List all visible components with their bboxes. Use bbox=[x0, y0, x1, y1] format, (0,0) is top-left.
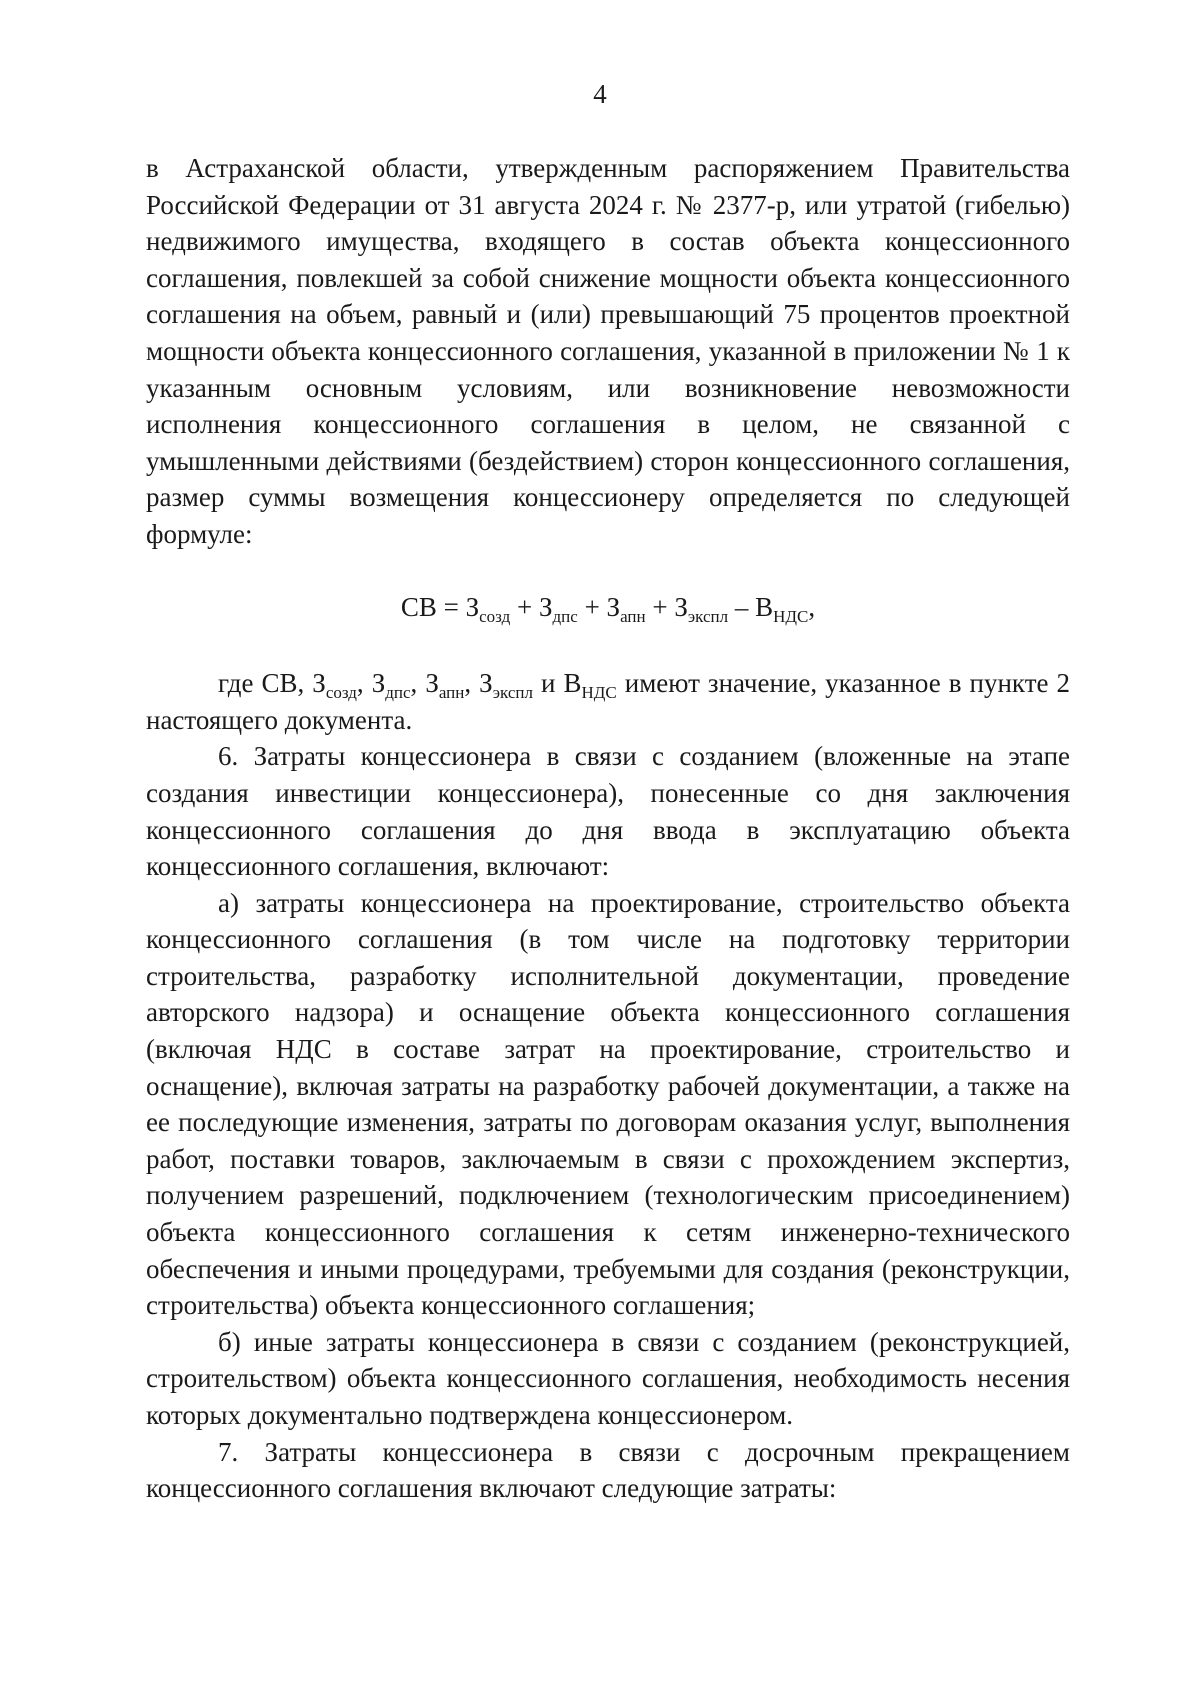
formula-subscript: экспл bbox=[687, 606, 729, 626]
formula-part: + З bbox=[577, 591, 621, 622]
where-subscript: созд bbox=[325, 683, 357, 703]
paragraph-7: 7. Затраты концессионера в связи с досрочным прекращением концессионного соглашения включают следующие затраты: bbox=[146, 1436, 1070, 1504]
where-text: , З bbox=[410, 668, 439, 699]
where-text: где СВ, З bbox=[218, 668, 326, 699]
where-subscript: дпс bbox=[385, 683, 411, 703]
where-text: имеют значение, указанное в пункте 2 настоящего документа. bbox=[146, 668, 1071, 735]
formula-part: , bbox=[808, 591, 816, 622]
paragraph-6a: а) затраты концессионера на проектирование, строительство объекта концессионного соглашения (в том числе на подготовку территории строительства, разработку исполнительной документации, проведение авторского надзора) и оснащение объекта концессионного соглашения (включая НДС в составе затрат на проектирование, строительство и оснащение), включая затраты на разработку рабочей документации, а также на ее последующие изменения, затраты по договорам оказания услуг, выполнения работ, поставки товаров, заключаемым в связи с прохождением экспертиз, получением разрешений, подключением (технологическим присоединением) объекта концессионного соглашения к сетям инженерно-технического обеспечения и иными процедурами, требуемыми для создания (реконструкции, строительства) объекта концессионного соглашения; bbox=[146, 887, 1070, 1321]
where-text: , З bbox=[356, 668, 386, 699]
formula bbox=[146, 589, 1070, 626]
paragraph-where bbox=[146, 665, 1070, 738]
formula-part: + З bbox=[510, 591, 553, 622]
formula-part: + З bbox=[645, 591, 688, 622]
formula-subscript: НДС bbox=[773, 606, 809, 626]
where-text: , З bbox=[464, 668, 493, 699]
where-subscript: апн bbox=[438, 683, 465, 703]
document-body bbox=[146, 150, 1070, 1507]
where-subscript: экспл bbox=[492, 683, 533, 703]
where-text bbox=[617, 668, 625, 698]
formula-subscript: апн bbox=[620, 606, 646, 626]
paragraph-6b: б) иные затраты концессионера в связи с созданием (реконструкцией, строительством) объекта концессионного соглашения, необходимость несения которых документально подтверждена концессионером. bbox=[146, 1326, 1070, 1430]
formula-subscript: дпс bbox=[552, 606, 578, 626]
where-subscript: НДС bbox=[581, 683, 617, 703]
page-number: 4 bbox=[593, 79, 607, 109]
formula-part: СВ = З bbox=[400, 591, 480, 622]
formula-part: – В bbox=[728, 591, 774, 622]
where-text: и В bbox=[532, 668, 582, 699]
formula-subscript: созд bbox=[479, 606, 511, 626]
paragraph-continuation: в Астраханской области, утвержденным распоряжением Правительства Российской Федерации от 31 августа 2024 г. № 2377-р, или утратой (гибелью) недвижимого имущества, входящего в состав объекта концессионного соглашения, повлекшей за собой снижение мощности объекта концессионного соглашения на объем, равный и (или) превышающий 75 процентов проектной мощности объекта концессионного соглашения, указанной в приложении № 1 к указанным основным условиям, или возникновение невозможности исполнения концессионного соглашения в целом, не связанной с умышленными действиями (бездействием) сторон концессионного соглашения, размер суммы возмещения концессионеру определяется по следующей формуле: bbox=[146, 153, 1070, 549]
paragraph-6: 6. Затраты концессионера в связи с созданием (вложенные на этапе создания инвестиции концессионера), понесенные со дня заключения концессионного соглашения до дня ввода в эксплуатацию объекта концессионного соглашения, включают: bbox=[146, 741, 1070, 882]
